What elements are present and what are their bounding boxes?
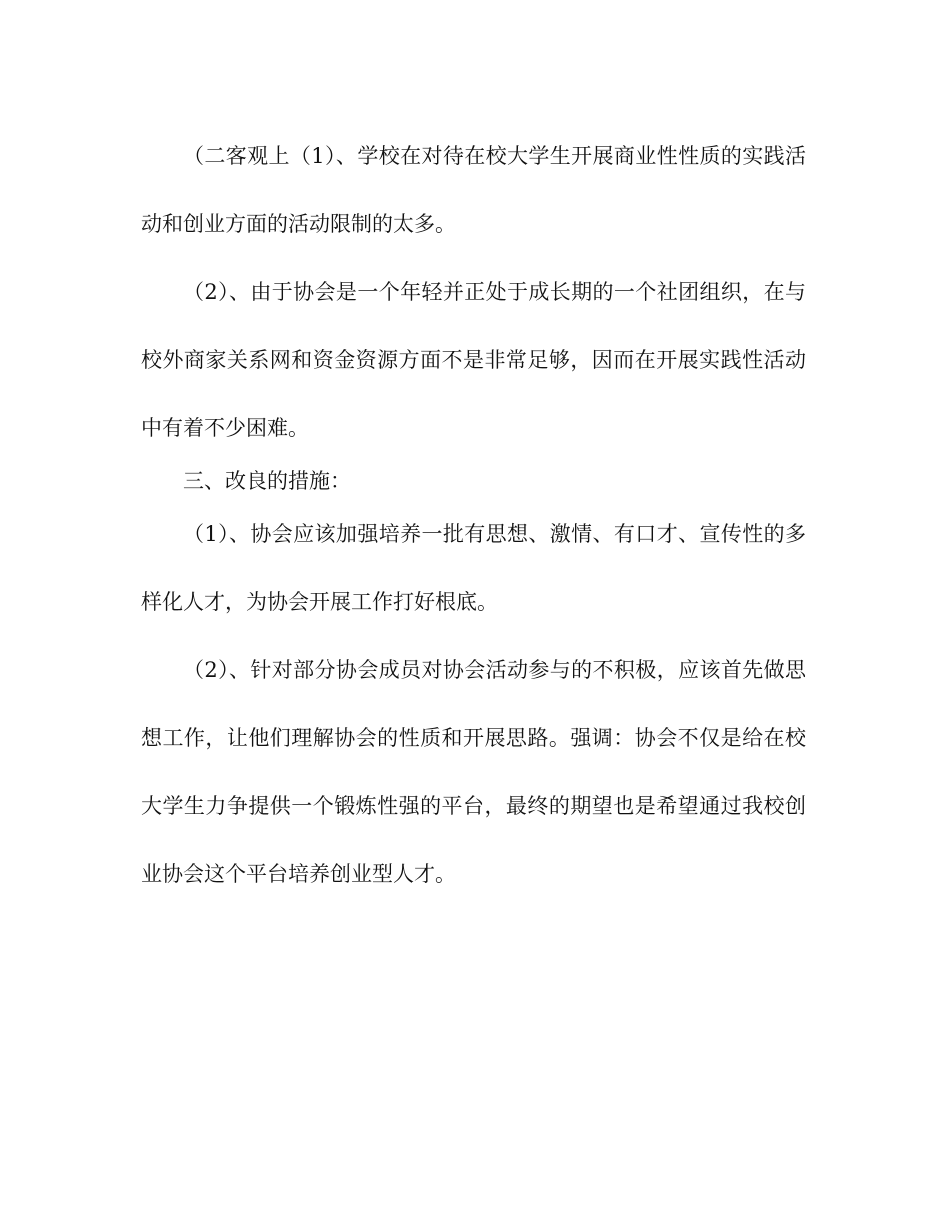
paragraph-objective-limits: （二客观上（1）、学校在对待在校大学生开展商业性性质的实践活动和创业方面的活动限制的太多。 bbox=[141, 144, 806, 236]
section-heading-improvements: 三、改良的措施： bbox=[183, 469, 351, 493]
document-body bbox=[141, 122, 806, 908]
paragraph-member-engagement: （2）、针对部分协会成员对协会活动参与的不积极，应该首先做思想工作，让他们理解协会的性质和开展思路。强调：协会不仅是给在校大学生力争提供一个锻炼性强的平台，最终的期望也是希望通过我校创业协会这个平台培养创业型人才。 bbox=[141, 658, 806, 886]
paragraph-association-resources: （2）、由于协会是一个年轻并正处于成长期的一个社团组织，在与校外商家关系网和资金资源方面不是非常足够，因而在开展实践性活动中有着不少困难。 bbox=[141, 280, 806, 440]
paragraph-talent-training: （1）、协会应该加强培养一批有思想、激情、有口才、宣传性的多样化人才，为协会开展工作打好根底。 bbox=[141, 522, 806, 614]
